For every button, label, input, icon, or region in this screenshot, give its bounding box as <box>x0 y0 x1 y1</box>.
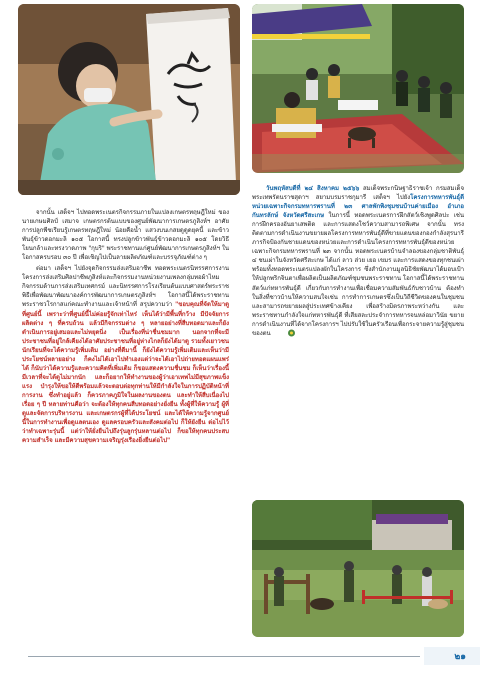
royal-quote: "ขอบคุณที่จัดให้มาดูที่ศูนย์นี้ เพราะว่าที่ศูนย์นี้ไม่ค่อยรู้จักเท่าไหร่ เห็นได้ว่ามีพื้นที่กว้าง มีปัจจัยการผลิตต่าง ๆ ที่ครบถ้วน แล้วมีกิจกรรมต่าง ๆ หลายอย่างที่สืบทอดมาและก็ยังดำเนินการอยู่เสมอและไม่หยุดนิ่ง เป็นเรื่องที่น่าชื่นชมมาก นอกจากที่จะมีประชาชนที่อยู่ใกล้เคียงได้อาศัยประชาชนที่อยู่ห่างไกลก็ยังได้มาดู รวมทั้งเยาวชน นักเรียนที่จะได้ความรู้เพิ่มเติม อย่างที่ดีมานี้ ก็ยังได้ความรู้เพิ่มเติมและเห็นว่ามีประโยชน์หลายอย่าง ก็คงไม่ได้เอาไปทำเองแต่ว่าจะได้เอาไปถ่ายทอดแผนแพร่ได้ ก็นับว่าได้ความรู้และความคิดที่เพิ่มเติม ก็ขอแสดงความชื่นชม ก็เห็นว่าเรื่องนี้มีเวลาที่จะได้ดูไม่มากนัก และก็อยากให้ทำงานของผู้ว่าเอาเทพไม่มีสุขภาพแข็งแรง บำรุงให้ขอให้ดีพร้อมแล้วจะตอบต่อทุกท่านให้มีกำลังใจในการปฏิบัติหน้าที่การงาน ซึ่งทำอยู่แล้ว ก็ควรภาคภูมิใจในผลงานของตน และทำให้สืบเนื่องไปเรื่อย ๆ ปี หลายท่านคือว่า จะต้องให้ทุกคนสืบทอดอย่างยั่งยืน ทั้งผู้ที่ให้ความรู้ ผู้ที่ดูและจัดการบริหารงาน และเกษตรกรผู้ที่ได้ประโยชน์ และได้ให้ความรู้จากศูนย์นี้ในการทำงานเพื่อดูแลตนเอง ดูแลครอบครัวและสังคมต่อไป ก็ให้ยังยืน ต่อไปไว้ว่าทำเฉพาะรุ่นนี้ แต่ว่าให้ยั่งยืนไปถึงรุ่นลูกรุ่นหลานต่อไป ก็ขอให้ทุกคนประสบความสำเร็จ และมีความสุขความเจริญรุ่งเรืองยิ่งยืนต่อไป" <box>22 301 229 445</box>
right-text-1: สมเด็จพระกนิษฐาธิราชเจ้า กรมสมเด็จพระเทพรัตนราชสุดาฯ สยามบรมราชกุมารี เสด็จฯ ไปยัง <box>252 185 464 202</box>
date-lead: วันพฤหัสบดีที่ ๒๔ สิงหาคม ๒๕๖๖ <box>266 185 360 192</box>
left-column <box>22 208 229 445</box>
paragraph-2: ต่อมา เสด็จฯ ไปยังจุดกิจกรรมส่งเสริมอาชีพ ทอดพระเนตรนิทรรศการงานโครงการส่งเสริมศิลปาชีพภูสิงห์และกิจกรรมงานหน่วยงานเพลงกลุ่มทอผ้าไหม กิจกรรมด้านการส่งเสริมเทศกรม์ และนิทรรศการโรงเรียนต้นแบบศาสตร์พระราชพิธีเพื่อพัฒนาพัฒนาองค์การพัฒนาการเกษตรภูสิงห์ฯ โอกาสนี้ได้พระราชทานพระราชวโรกาสแก่คณะทำงานและเจ้าหน้าที่ สรุปความว่า <box>22 265 229 309</box>
page-number: ๒๑ <box>454 652 466 662</box>
project-name: โครงการทหารพันธุ์ดี หน่วยเฉพาะกิจกรมทหารพรานที่ ๒๓ ศาลพักพิงชุมชนบ้านค่ายเมือง อำเภอกันทรลักษ์ จังหวัดศรีสะเกษ <box>252 194 464 220</box>
paragraph-1: จากนั้น เสด็จฯ ไปทอดพระเนตรกิจกรรมภายในแปลงเกษตรทฤษฎีใหม่ ของนายเกษมศิลป์ เสมาจ เกษตรกรต้นแบบของศูนย์พัฒนาการเกษตรภูสิงห์ฯ อาศัยการปลูกพืชเรียนรู้เกษตรทฤษฎีใหม่ น้อยคือน้ำ แสวงบนเกสยดูดูดยุคนี้ และข้าวพันธุ์ข้าวดอกมะลิ ๑๐๕ โอกาสนี้ ทรงปลูกข้าวพันธุ์ข้าวดอกมะลิ ๑๐๕ โดยวิธีโยนกล้าและทรงวาดภาพ "กุบริ" พระราชทานแก่ศูนย์พัฒนาการเกษตรภูสิงห์ฯ ในโอกาสครบรอบ ๓๐ ปี เพื่อเชิญไปเป็นลายผลิตภัณฑ์และบรรจุภัณฑ์ต่าง ๆ <box>22 209 229 262</box>
photo-painting <box>18 4 240 195</box>
footer-tab <box>424 647 480 665</box>
footer-divider <box>28 656 420 657</box>
photo-ceremony <box>252 4 464 173</box>
right-column <box>252 184 464 338</box>
bullet-ornament-icon <box>273 329 282 337</box>
photo-dog-show <box>252 500 464 637</box>
right-text-2: ในการนี้ ทอดพระเนตรการฝึกสัตว์เชิงพูดศิลปะ เช่น การฝึกครองอันยาเสพติด และการแสดงโชว์ความสามารถพิเศษ จากนั้น ทรงติดตามการดำเนินงานขยายผลโครงการทหารพันธุ์ดีที่ขายแดนของกองกำลังสุรนารี ภารกิจป้องกันชายแดนของหน่วยและการดำเนินโครงการทหารพันธุ์ดีของหน่วยเฉพาะกิจกรมทหารพรานที่ ๒๓ จากนั้น ทอดพระเนตรบ้านจำลองของกลุ่มชาติพันธุ์ ๔ ชนเผ่าในจังหวัดศรีสะเกษ ได้แก่ ลาว ส่วย เยอ เขมร และการแสดงของทุกชนเผ่า พร้อมทั้งทอดพระเนตรแปลงผักในโครงการ ซึ่งสำนักงานมูลนิธิชัยพัฒนาได้มอบเป้าให้ปลูกพริกจินตาเพื่อผลิตเป็นผลิตภัณฑ์ชุมชนพระราชทาน โอกาสนี้ได้พระราชทานสัตว์แก่ทหารพันธุ์ดี เกี่ยวกับการทำงานเพื่อเชื่อมความสัมพันธ์กับชาวบ้าน ต้องทำในสิ่งที่ชาวบ้านให้ความสนใจเช่น การทำการเกษตรซึ่งเป็นวิถีชีวิตของคนในชุมชนและสามารถขยายผลสู่ประเทศข้างเคียง เพื่อสร้างมิตรภาพระหว่างกัน และพระราชทานกำลังใจแก่ทหารพันธุ์ดี ที่เสียสละประจำการทหารจนหล่อมาวินัย ขยายการดำเนินงานที่ได้จากโครงการฯ ไปปรับใช้ในครัวเรือนเพื่อกระจายความรู้สู่ชุมชนของตน <box>252 212 464 337</box>
